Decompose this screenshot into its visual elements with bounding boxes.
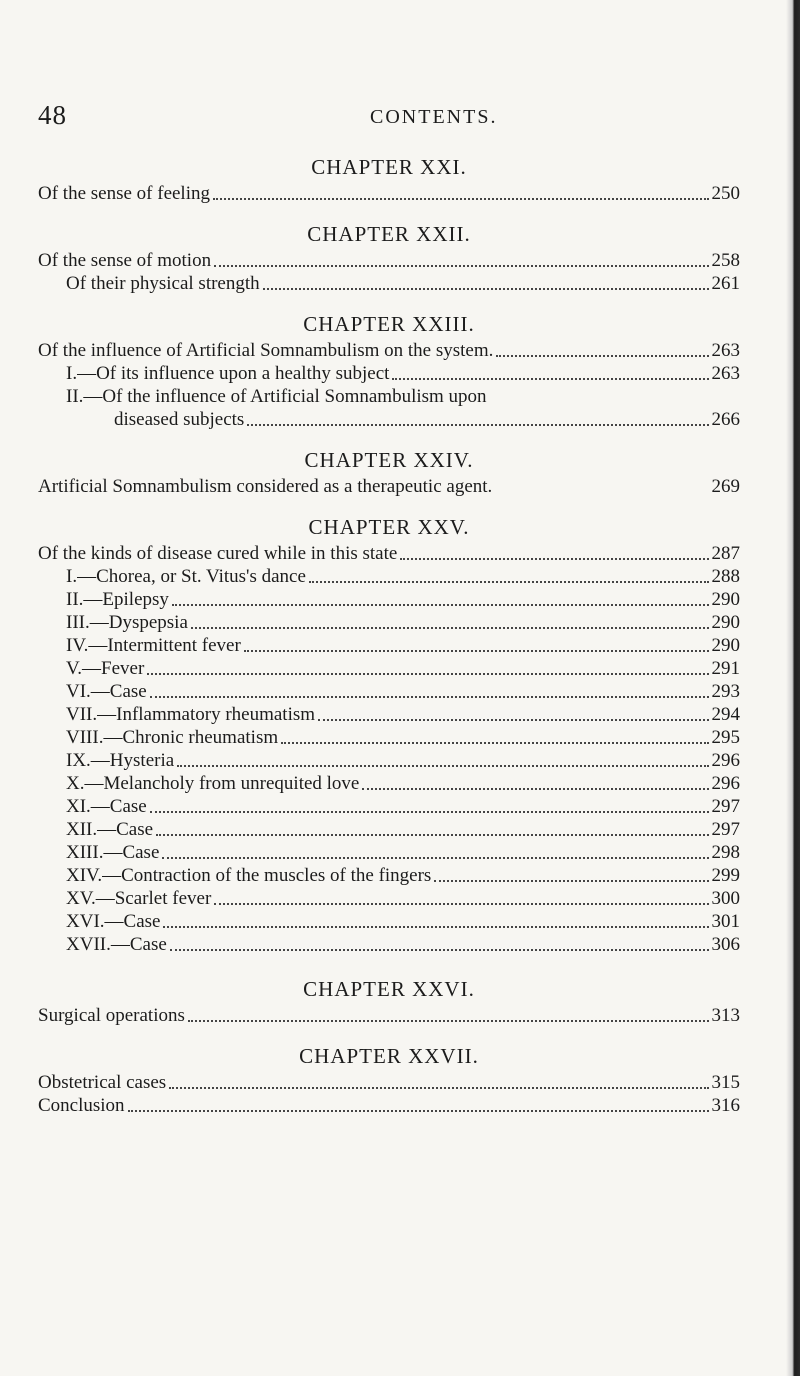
entry-label: I.—Of its influence upon a healthy subject bbox=[66, 363, 390, 384]
toc-entry[interactable] bbox=[38, 339, 740, 362]
toc-entry[interactable] bbox=[38, 272, 740, 295]
entry-label: XVII.—Case bbox=[66, 934, 167, 955]
entry-label: XI.—Case bbox=[66, 796, 147, 817]
entry-label: VII.—Inflammatory rheumatism bbox=[66, 704, 316, 725]
entry-page: 287 bbox=[711, 543, 740, 564]
leader-dots bbox=[191, 627, 709, 629]
toc-entry[interactable] bbox=[38, 841, 740, 864]
chapter-xxv bbox=[38, 512, 740, 974]
running-head bbox=[0, 100, 800, 140]
page-edge-shadow bbox=[786, 0, 800, 1376]
leader-dots bbox=[244, 650, 709, 652]
leader-dots bbox=[263, 288, 709, 290]
entry-page: 291 bbox=[711, 658, 740, 679]
toc-entry[interactable] bbox=[38, 408, 740, 431]
entry-page: 316 bbox=[711, 1095, 740, 1116]
leader-dots bbox=[156, 834, 708, 836]
toc-entry[interactable] bbox=[38, 657, 740, 680]
chapter-heading: CHAPTER XXVII. bbox=[299, 1044, 479, 1068]
entry-label: XIII.—Case bbox=[66, 842, 160, 863]
leader-dots bbox=[309, 581, 709, 583]
leader-dots bbox=[172, 604, 709, 606]
toc-entry[interactable] bbox=[38, 933, 740, 956]
leader-dots bbox=[392, 378, 708, 380]
entry-page: 263 bbox=[711, 363, 740, 384]
toc-entry[interactable] bbox=[38, 726, 740, 749]
chapter-xxvii bbox=[38, 1041, 740, 1117]
entry-page: 294 bbox=[711, 704, 740, 725]
entry-page: 290 bbox=[711, 612, 740, 633]
entry-page: 301 bbox=[711, 911, 740, 932]
entry-page: 263 bbox=[711, 340, 740, 361]
entry-page: 313 bbox=[711, 1005, 740, 1026]
entry-label: diseased subjects bbox=[114, 409, 245, 430]
leader-dots bbox=[170, 949, 709, 951]
entry-page: 296 bbox=[711, 773, 740, 794]
entry-label: XIV.—Contraction of the muscles of the fingers bbox=[66, 865, 432, 886]
chapter-xxii bbox=[38, 219, 740, 309]
entry-label: X.—Melancholy from unrequited love bbox=[66, 773, 360, 794]
toc-entry[interactable] bbox=[38, 362, 740, 385]
entry-page: 306 bbox=[711, 934, 740, 955]
entry-page: 297 bbox=[711, 796, 740, 817]
toc-entry[interactable] bbox=[38, 910, 740, 933]
entry-label: VIII.—Chronic rheumatism bbox=[66, 727, 279, 748]
chapter-heading: CHAPTER XXV. bbox=[308, 515, 470, 539]
toc-entry[interactable] bbox=[38, 818, 740, 841]
toc-entry[interactable] bbox=[38, 864, 740, 887]
leader-dots bbox=[162, 857, 708, 859]
leader-dots bbox=[128, 1110, 709, 1112]
toc-entry[interactable] bbox=[38, 542, 740, 565]
entry-label: III.—Dyspepsia bbox=[66, 612, 188, 633]
leader-dots bbox=[496, 355, 708, 357]
entry-page: 293 bbox=[711, 681, 740, 702]
entry-page: 258 bbox=[711, 250, 740, 271]
entry-page: 288 bbox=[711, 566, 740, 587]
chapter-xxiv bbox=[38, 445, 740, 512]
leader-dots bbox=[213, 198, 709, 200]
toc-entry[interactable] bbox=[38, 634, 740, 657]
entry-page: 290 bbox=[711, 635, 740, 656]
entry-label: Of the kinds of disease cured while in this state bbox=[38, 543, 398, 564]
toc-entry[interactable] bbox=[38, 795, 740, 818]
leader-dots bbox=[214, 265, 708, 267]
entry-label: VI.—Case bbox=[66, 681, 147, 702]
entry-page: 290 bbox=[711, 589, 740, 610]
entry-page: 269 bbox=[711, 476, 740, 497]
entry-page: 315 bbox=[711, 1072, 740, 1093]
toc-entry[interactable] bbox=[38, 749, 740, 772]
table-of-contents bbox=[38, 152, 740, 1117]
toc-entry[interactable] bbox=[38, 182, 740, 205]
entry-page: 299 bbox=[711, 865, 740, 886]
chapter-xxi bbox=[38, 152, 740, 219]
leader-dots bbox=[188, 1020, 709, 1022]
page-number: 48 bbox=[38, 100, 67, 130]
toc-entry[interactable] bbox=[38, 887, 740, 910]
toc-entry[interactable] bbox=[38, 1071, 740, 1094]
entry-page: 266 bbox=[711, 409, 740, 430]
chapter-heading: CHAPTER XXI. bbox=[311, 155, 467, 179]
entry-page: 250 bbox=[711, 183, 740, 204]
leader-dots bbox=[147, 673, 708, 675]
toc-entry[interactable] bbox=[38, 772, 740, 795]
leader-dots bbox=[281, 742, 708, 744]
toc-entry[interactable] bbox=[38, 588, 740, 611]
leader-dots bbox=[150, 811, 709, 813]
chapter-heading: CHAPTER XXVI. bbox=[303, 977, 475, 1001]
toc-entry[interactable] bbox=[38, 565, 740, 588]
entry-page: 300 bbox=[711, 888, 740, 909]
entry-page: 297 bbox=[711, 819, 740, 840]
leader-dots bbox=[318, 719, 708, 721]
entry-label: XVI.—Case bbox=[66, 911, 161, 932]
toc-entry[interactable] bbox=[38, 1094, 740, 1117]
entry-label: Of their physical strength bbox=[66, 273, 260, 294]
entry-label: Obstetrical cases bbox=[38, 1072, 167, 1093]
entry-label: Of the sense of motion bbox=[38, 250, 212, 271]
entry-label: Of the sense of feeling bbox=[38, 183, 210, 204]
leader-dots bbox=[169, 1087, 708, 1089]
entry-page: 295 bbox=[711, 727, 740, 748]
toc-entry[interactable] bbox=[38, 611, 740, 634]
entry-page: 298 bbox=[711, 842, 740, 863]
leader-dots bbox=[177, 765, 708, 767]
chapter-heading: CHAPTER XXII. bbox=[307, 222, 471, 246]
toc-entry[interactable] bbox=[38, 680, 740, 703]
entry-label: IV.—Intermittent fever bbox=[66, 635, 241, 656]
entry-label: II.—Epilepsy bbox=[66, 589, 169, 610]
leader-dots bbox=[247, 424, 708, 426]
leader-dots bbox=[214, 903, 708, 905]
leader-dots bbox=[434, 880, 708, 882]
chapter-heading: CHAPTER XXIII. bbox=[303, 312, 475, 336]
entry-page: 261 bbox=[711, 273, 740, 294]
entry-label: Artificial Somnambulism considered as a therapeutic agent. bbox=[38, 476, 493, 497]
entry-label: I.—Chorea, or St. Vitus's dance bbox=[66, 566, 306, 587]
leader-dots bbox=[163, 926, 708, 928]
entry-label: IX.—Hysteria bbox=[66, 750, 175, 771]
toc-entry[interactable] bbox=[38, 475, 740, 498]
entry-label: Of the influence of Artificial Somnambulism on the system. bbox=[38, 340, 494, 361]
chapter-xxvi bbox=[38, 974, 740, 1041]
entry-label: Surgical operations bbox=[38, 1005, 185, 1026]
entry-label: XV.—Scarlet fever bbox=[66, 888, 212, 909]
entry-page: 296 bbox=[711, 750, 740, 771]
chapter-heading: CHAPTER XXIV. bbox=[304, 448, 474, 472]
entry-label: Conclusion bbox=[38, 1095, 125, 1116]
leader-dots bbox=[150, 696, 709, 698]
leader-dots bbox=[362, 788, 708, 790]
chapter-xxiii bbox=[38, 309, 740, 445]
leader-dots bbox=[400, 558, 708, 560]
entry-label: V.—Fever bbox=[66, 658, 145, 679]
running-title: CONTENTS. bbox=[370, 106, 498, 128]
entry-label-first-line: II.—Of the influence of Artificial Somnambulism upon bbox=[66, 386, 487, 407]
toc-entry[interactable] bbox=[38, 1004, 740, 1027]
entry-label: XII.—Case bbox=[66, 819, 154, 840]
toc-entry[interactable] bbox=[38, 703, 740, 726]
toc-entry[interactable] bbox=[38, 249, 740, 272]
